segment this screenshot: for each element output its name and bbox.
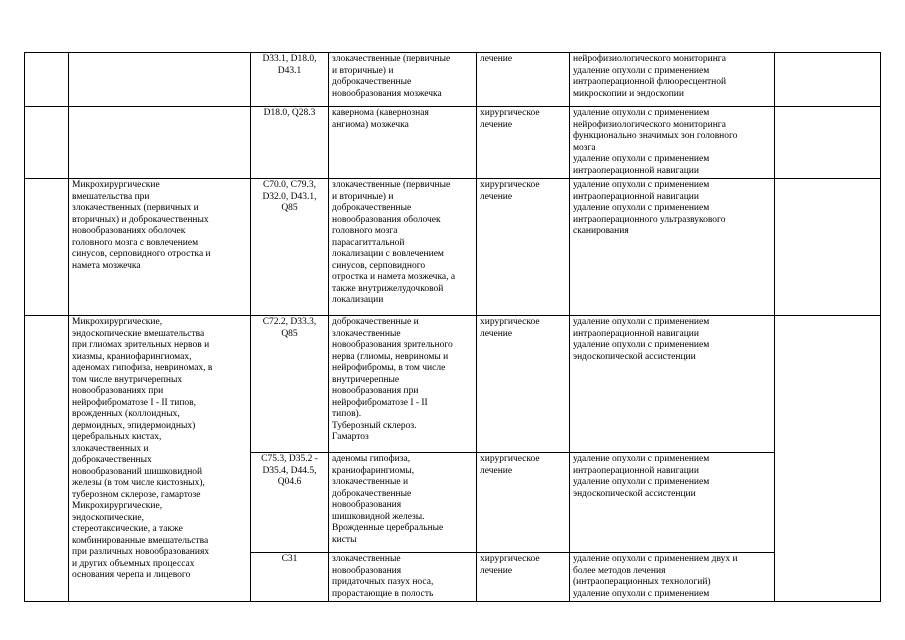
cost-cell: [775, 179, 881, 316]
patient-model-cell: каверномa (кавернозная ангиома) мозжечка: [329, 107, 477, 179]
icd-codes-cell: D18.0, Q28.3: [251, 107, 329, 179]
row-number-cell: [25, 107, 69, 179]
row-number-cell: [25, 179, 69, 316]
icd-codes-cell: C75.3, D35.2 - D35.4, D44.5, Q04.6: [251, 453, 329, 553]
patient-model-cell: злокачественные новообразования придаточных пазух носа, прорастающие в полость: [329, 553, 477, 602]
intervention-name-cell: Микрохирургические вмешательства при злокачественных (первичных и вторичных) и доброкачественных новообразованиях оболочек головного мозга с вовлечением синусов, серповидного отростка и намета мозжечка: [69, 179, 251, 316]
patient-model-cell: аденомы гипофиза, краниофарингиомы, злокачественные и доброкачественные новообразования шишковидной железы. Врожденные церебральные кисты: [329, 453, 477, 553]
treatment-method-cell: удаление опухоли с применением нейрофизиологического мониторинга функционально значимых зон головного мозга удаление опухоли с применением интраоперационной навигации: [570, 107, 775, 179]
cost-cell: [775, 107, 881, 179]
intervention-name-cell: Микрохирургические, эндоскопические вмешательства при глиомах зрительных нервов и хиазмы, краниофарингиомах, аденомах гипофиза, невриномах, в том числе внутричерепных новообразованиях при нейрофиброматозе I - II типов, врожденных (коллоидных, дермоидных, эпидермоидных) церебральных кистах, злокачественных и доброкачественных новообразований шишковидной железы (в том числе кистозных), туберозном склерозе, гамартозе Микрохирургические, эндоскопические, стереотаксические, а также комбинированные вмешательства при различных новообразованиях и других объемных процессах основания черепа и лицевого: [69, 316, 251, 602]
table-row: [25, 316, 881, 453]
table-row: [25, 107, 881, 179]
treatment-method-cell: удаление опухоли с применением интраоперационной навигации удаление опухоли с применением эндоскопической ассистенции: [570, 453, 775, 553]
treatment-method-cell: удаление опухоли с применением интраоперационной навигации удаление опухоли с применением эндоскопической ассистенции: [570, 316, 775, 453]
table-row: [25, 53, 881, 107]
patient-model-cell: злокачественные (первичные и вторичные) и доброкачественные новообразования оболочек головного мозга парасагиттальной локализации с вовлечением синусов, серповидного отростка и намета мозжечка, а также внутрижелудочковой локализации: [329, 179, 477, 316]
icd-codes-cell: C70.0, C79.3, D32.0, D43.1, Q85: [251, 179, 329, 316]
treatment-type-cell: лечение: [477, 53, 570, 107]
intervention-name-cell: [69, 53, 251, 107]
treatment-type-cell: хирургическое лечение: [477, 316, 570, 453]
treatment-method-cell: удаление опухоли с применением двух и более методов лечения (интраоперационных технологий) удаление опухоли с применением: [570, 553, 775, 602]
intervention-name-cell: [69, 107, 251, 179]
treatment-method-cell: удаление опухоли с применением интраоперационной навигации удаление опухоли с применением интраоперационного ультразвукового сканирования: [570, 179, 775, 316]
cost-cell: [775, 316, 881, 602]
table-row: [25, 179, 881, 316]
icd-codes-cell: C31: [251, 553, 329, 602]
patient-model-cell: доброкачественные и злокачественные новообразования зрительного нерва (глиомы, невриномы и нейрофибромы, в том числе внутричерепные новообразования при нейрофиброматозе I - II типов). Туберозный склероз. Гамартоз: [329, 316, 477, 453]
medical-care-table: [24, 52, 881, 602]
row-number-cell: [25, 53, 69, 107]
icd-codes-cell: D33.1, D18.0, D43.1: [251, 53, 329, 107]
treatment-type-cell: хирургическое лечение: [477, 553, 570, 602]
treatment-type-cell: хирургическое лечение: [477, 107, 570, 179]
cost-cell: [775, 53, 881, 107]
icd-codes-cell: C72.2, D33.3, Q85: [251, 316, 329, 453]
row-number-cell: [25, 316, 69, 602]
treatment-type-cell: хирургическое лечение: [477, 453, 570, 553]
treatment-method-cell: нейрофизиологического мониторинга удаление опухоли с применением интраоперационной флюоресцентной микроскопии и эндоскопии: [570, 53, 775, 107]
patient-model-cell: злокачественные (первичные и вторичные) и доброкачественные новообразования мозжечка: [329, 53, 477, 107]
treatment-type-cell: хирургическое лечение: [477, 179, 570, 316]
